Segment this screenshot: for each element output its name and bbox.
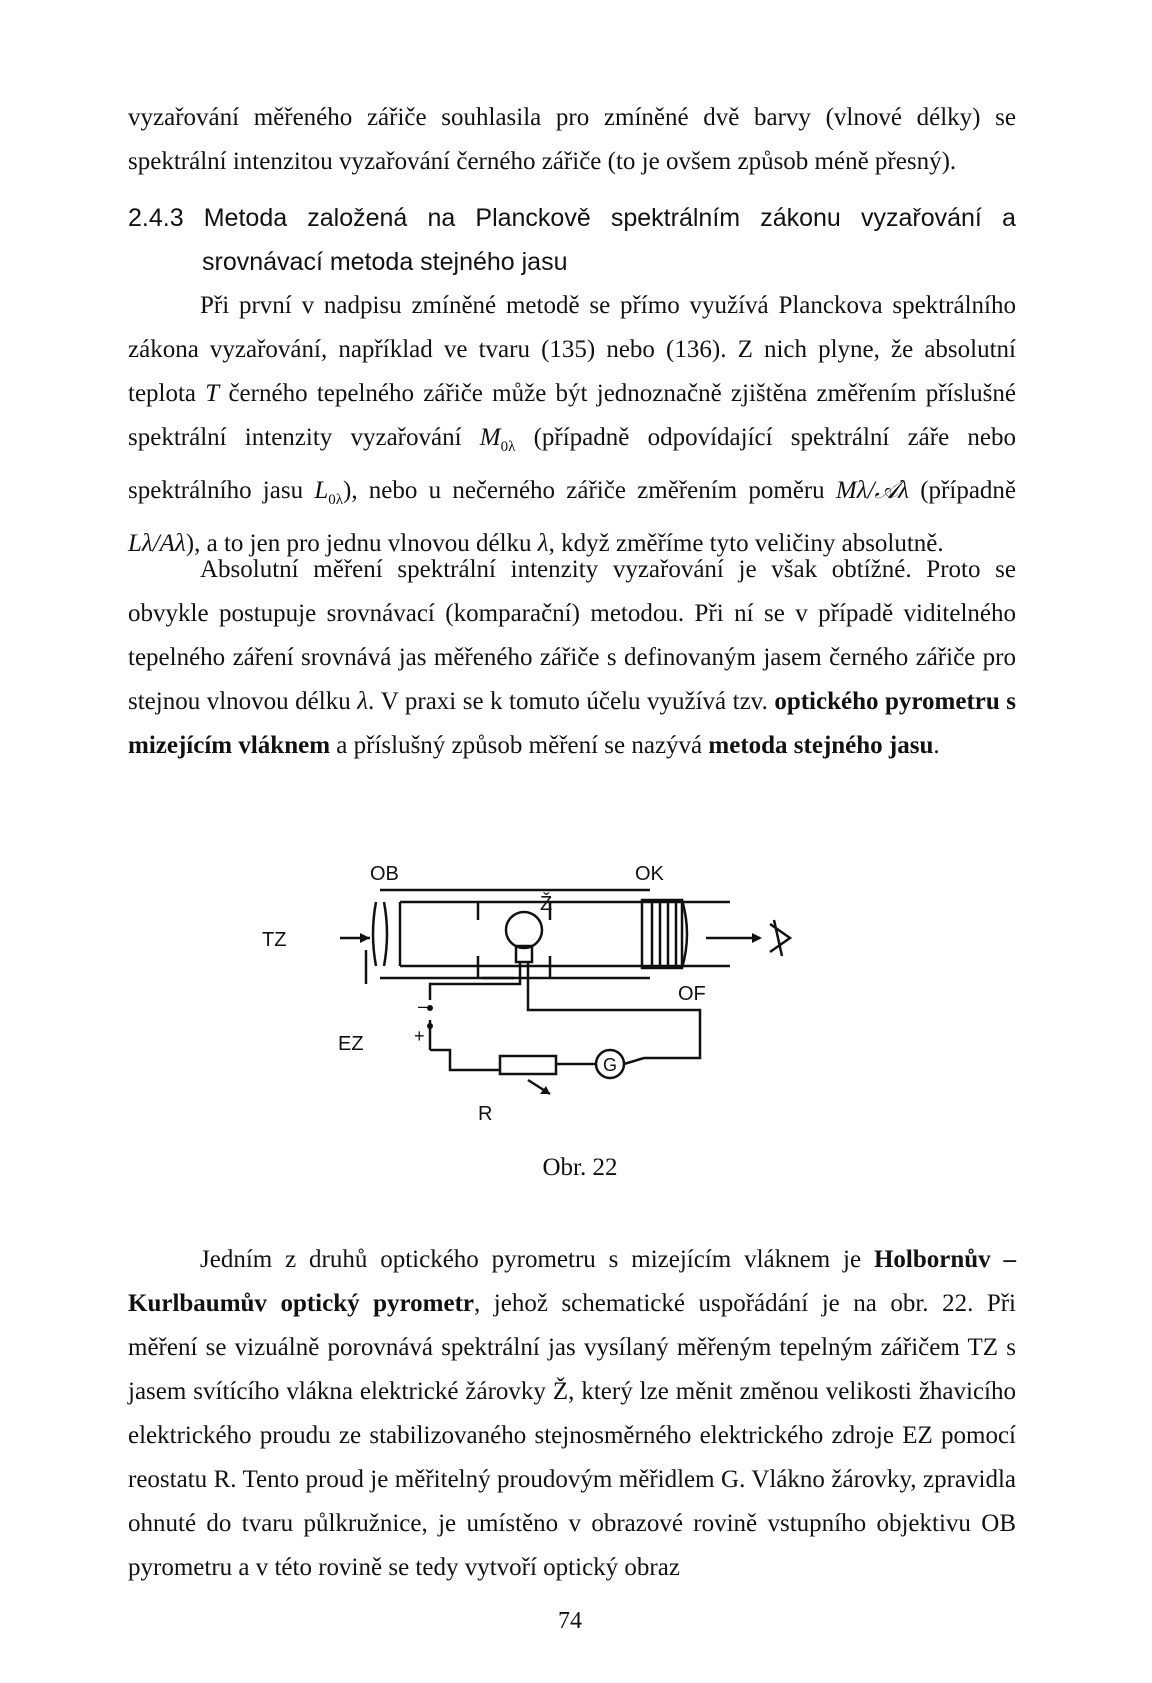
label-ob: OB xyxy=(370,863,399,885)
figure-pyrometer-diagram xyxy=(250,863,890,1180)
section-number: 2.4.3 xyxy=(128,204,184,232)
label-tz: TZ xyxy=(262,929,287,951)
term-holborn-kurlbaum: Holbornův – Kurlbaumův optický pyrometr xyxy=(128,1246,1016,1317)
figure-caption: Obr. 22 xyxy=(542,1154,618,1181)
paragraph-holborn-kurlbaum: Jedním z druhů optického pyrometru s mizejícím vláknem je Holbornův – Kurlbaumův optický pyrometr, jehož schematické uspořádání je na obr. 22. Při měření se vizuálně porovnává spektrální jas vysílaný měřeným tepelným zářičem TZ s jasem svítícího vlákna elektrické žárovky Ž, který lze měnit změnou velikosti žhavicího elektrického proudu ze stabilizovaného stejnosměrného elektrického zdroje EZ pomocí reostatu R. Tento proud je měřitelný proudovým měřidlem G. Vlákno žárovky, zpravidla ohnuté do tvaru půlkružnice, je umístěno v obrazové rovině vstupního objektivu OB pyrometru a v této rovině se tedy vytvoří optický obraz xyxy=(128,1246,1017,1581)
label-minus: – xyxy=(418,996,429,1016)
paragraph-comparison-method: Absolutní měření spektrální intenzity vyzařování je však obtížné. Proto se obvykle postupuje srovnávací (komparační) metodou. Při ní se v případě viditelného tepelného záření srovnává jas měřeného zářiče s definovaným jasem černého zářiče pro stejnou vlnovou délku λ. V praxi se k tomuto účelu využívá tzv. optického pyrometru s mizejícím vláknem a příslušný způsob měření se nazývá metoda stejného jasu. xyxy=(128,556,1017,759)
page-number: 74 xyxy=(558,1608,582,1634)
label-ez: EZ xyxy=(338,1033,364,1055)
section-heading xyxy=(128,196,1016,284)
label-z: Ž xyxy=(540,893,553,915)
pyrometer-schematic xyxy=(250,863,890,1180)
top-paragraph: vyzařování měřeného zářiče souhlasila pro zmíněné dvě barvy (vlnové délky) se spektrální intenzitou vyzařování černého zářiče (to je ovšem způsob méně přesný). xyxy=(128,104,1016,175)
term-equal-brightness: metoda stejného jasu xyxy=(708,732,934,759)
section-heading-line1: 2.4.3 Metoda založená na Planckově spektrálním zákonu vyzařování a xyxy=(128,196,1016,240)
label-ok: OK xyxy=(635,863,664,885)
paragraph-planck-method: Při první v nadpisu zmíněné metodě se přímo využívá Planckova spektrálního zákona vyzařování, například ve tvaru (135) nebo (136). Z nich plyne, že absolutní teplota T černého tepelného zářiče může být jednoznačně zjištěna změřením příslušné spektrální intenzity vyzařování $M_{0\lambda}$ (případně odpovídající spektrální záře nebo spektrálního jasu $L_{0\lambda}$), nebo u nečerného zářiče změřením poměru Mλ/𝒜λ (případně Lλ/Aλ), a to jen pro jednu vlnovou délku λ, když změříme tyto veličiny absolutně. xyxy=(128,292,1017,557)
term-optical-pyrometer: optického pyrometru s mizejícím vláknem xyxy=(128,688,1017,759)
section-title-line2: srovnávací metoda stejného jasu xyxy=(202,248,568,276)
label-r: R xyxy=(478,1103,493,1125)
label-g: G xyxy=(603,1055,618,1075)
label-of: OF xyxy=(678,983,706,1005)
label-plus: + xyxy=(414,1026,425,1046)
